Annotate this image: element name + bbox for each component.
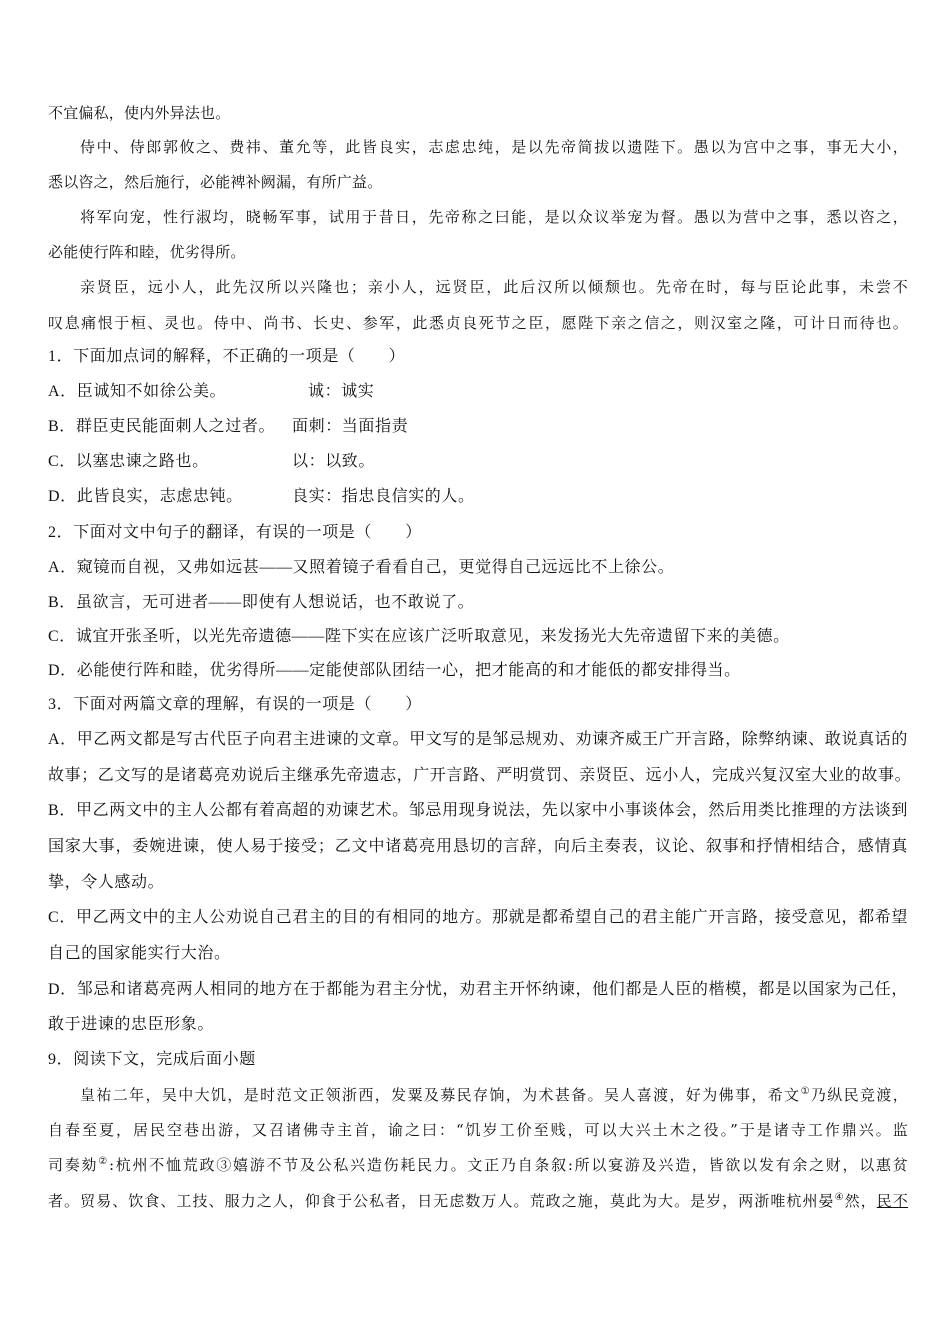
passage-b-text: 司奏劾 xyxy=(48,1156,99,1174)
question-1-option-b[interactable] xyxy=(48,417,908,437)
passage-b-text: :杭州不恤荒政③嬉游不节及公私兴造伤耗民力。文正乃自条叙:所以宴游及兴造，皆欲以发有余之财，以惠贫 xyxy=(108,1156,908,1174)
option-gloss: 良实：指忠良信实的人。 xyxy=(292,488,475,505)
question-3-option-d-cont: 敢于进谏的忠臣形象。 xyxy=(48,1016,215,1033)
question-2-option-b[interactable]: B．虽欲言，无可进者——即使有人想说话，也不敢说了。 xyxy=(48,594,475,611)
question-3-option-b-cont: 国家大事，委婉进谏，使人易于接受；乙文中诸葛亮用恳切的言辞，向后主奏表，议论、叙事和抒情相结合，感情真 xyxy=(48,838,908,855)
passage-b-text: 皇祐二年，吴中大饥，是时范文正领浙西，发粟及募民存饷，为术甚备。吴人喜渡，好为佛事，希文 xyxy=(80,1086,801,1104)
passage-a-line: 悉以咨之，然后施行，必能裨补阙漏，有所广益。 xyxy=(48,173,383,191)
question-3-option-c-cont: 自己的国家能实行大治。 xyxy=(48,945,231,962)
option-text: B．群臣吏民能面刺人之过者。 xyxy=(48,418,276,435)
passage-b-line xyxy=(48,1191,908,1211)
question-1-option-a[interactable] xyxy=(48,382,908,402)
footnote-marker: ① xyxy=(800,1086,811,1097)
question-1-option-c[interactable] xyxy=(48,452,908,472)
question-3-option-a[interactable]: A．甲乙两文都是写古代臣子向君主进谏的文章。甲文写的是邹忌规劝、劝谏齐威王广开言路，除弊纳谏、敢说真话的 xyxy=(48,731,908,748)
question-3-stem: 3．下面对两篇文章的理解，有误的一项是（ ） xyxy=(48,696,422,713)
question-2-option-d[interactable]: D．必能使行阵和睦，优劣得所——定能使部队团结一心，把才能高的和才能低的都安排得当。 xyxy=(48,662,741,679)
passage-a-line: 叹息痛恨于桓、灵也。侍中、尚书、长史、参军，此悉贞良死节之臣，愿陛下亲之信之，则汉室之隆，可计日而待也。 xyxy=(48,314,908,332)
passage-b-line xyxy=(48,1155,908,1175)
option-gloss: 面刺：当面指责 xyxy=(292,418,409,435)
question-3-option-c[interactable]: C．甲乙两文中的主人公劝说自己君主的目的有相同的地方。那就是都希望自己的君主能广开言路，接受意见，都希望 xyxy=(48,909,908,926)
passage-a-line: 必能使行阵和睦，优劣得所。 xyxy=(48,243,246,261)
passage-b-text: 者。贸易、饮食、工技、服力之人，仰食于公私者，日无虑数万人。荒政之施，莫此为大。是岁，两浙唯杭州晏 xyxy=(48,1192,835,1210)
question-1-option-d[interactable] xyxy=(48,487,908,507)
question-3-option-a-cont: 故事；乙文写的是诸葛亮劝说后主继承先帝遗志，广开言路、严明赏罚、亲贤臣、远小人，完成兴复汉室大业的故事。 xyxy=(48,767,912,784)
option-text: D．此皆良实，志虑忠钝。 xyxy=(48,488,243,505)
question-2-stem: 2．下面对文中句子的翻译，有误的一项是（ ） xyxy=(48,524,422,541)
passage-b-text: 然， xyxy=(844,1192,877,1210)
question-9-stem: 9．阅读下文，完成后面小题 xyxy=(48,1051,256,1068)
passage-a-line: 侍中、侍郎郭攸之、费祎、董允等，此皆良实，志虑忠纯，是以先帝简拔以遗陛下。愚以为宫中之事，事无大小， xyxy=(80,138,908,156)
option-gloss: 诚：诚实 xyxy=(308,383,375,400)
question-3-option-b-cont: 挚，令人感动。 xyxy=(48,874,165,891)
passage-a-line: 将军向宠，性行淑均，晓畅军事，试用于昔日，先帝称之曰能，是以众议举宠为督。愚以为营中之事，悉以咨之， xyxy=(80,208,908,226)
option-text: A．臣诚知不如徐公美。 xyxy=(48,383,227,400)
underlined-sentence: 民不 xyxy=(876,1192,909,1210)
passage-b-text: 乃纵民竞渡， xyxy=(810,1086,908,1104)
option-text: C．以塞忠谏之路也。 xyxy=(48,453,209,470)
passage-a-line: 不宜偏私，使内外异法也。 xyxy=(48,104,231,122)
passage-a-line: 亲贤臣，远小人，此先汉所以兴隆也；亲小人，远贤臣，此后汉所以倾颓也。先帝在时，每与臣论此事，未尝不 xyxy=(80,278,908,296)
question-3-option-b[interactable]: B．甲乙两文中的主人公都有着高超的劝谏艺术。邹忌用现身说法，先以家中小事谈体会，然后用类比推理的方法谈到 xyxy=(48,802,908,819)
passage-b-line: 自春至夏，居民空巷出游，又召诸佛寺主首，谕之曰：“饥岁工价至贱，可以大兴土木之役。”于是诸寺工作鼎兴。监 xyxy=(48,1121,908,1139)
footnote-marker: ② xyxy=(98,1156,109,1167)
question-1-stem: 1．下面加点词的解释，不正确的一项是（ ） xyxy=(48,348,406,365)
question-2-option-a[interactable]: A．窥镜而自视，又弗如远甚——又照着镜子看看自己，更觉得自己远远比不上徐公。 xyxy=(48,559,675,576)
question-3-option-d[interactable]: D．邹忌和诸葛亮两人相同的地方在于都能为君主分忧，劝君主开怀纳谏，他们都是人臣的楷模，都是以国家为己任， xyxy=(48,981,908,998)
question-2-option-c[interactable]: C．诚宜开张圣听，以光先帝遗德——陛下实在应该广泛听取意见，来发扬光大先帝遗留下来的美德。 xyxy=(48,628,790,645)
footnote-marker: ④ xyxy=(834,1192,845,1203)
option-gloss: 以：以致。 xyxy=(292,453,376,470)
passage-b-line xyxy=(80,1085,908,1105)
